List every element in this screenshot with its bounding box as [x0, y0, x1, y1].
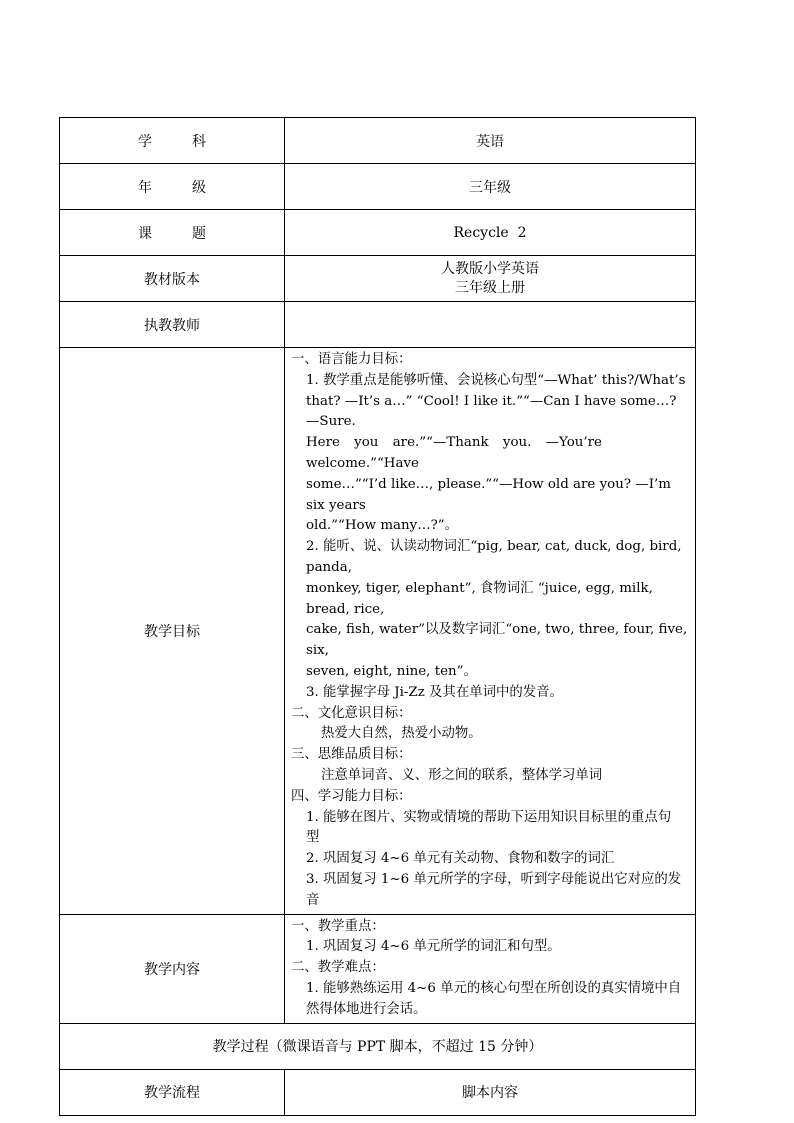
subject-label: 学 科 [60, 118, 285, 164]
objective-line: 3. 能掌握字母 Ji-Zz 及其在单词中的发音。 [306, 684, 563, 700]
objective-line: 注意单词音、义、形之间的联系，整体学习单词 [321, 767, 603, 783]
objective-line: that? —It’s a…” “Cool! I like it.”“—Can I have some…? —Sure. [306, 393, 677, 430]
teacher-label: 执教教师 [60, 302, 285, 348]
flow-row [60, 1069, 696, 1115]
process-header-row [60, 1023, 696, 1069]
content-line: 1. 巩固复习 4~6 单元所学的词汇和句型。 [306, 939, 561, 955]
objective-line: 热爱大自然，热爱小动物。 [321, 726, 482, 742]
textbook-value-line1: 人教版小学英语 [441, 260, 539, 277]
objectives-row [60, 348, 696, 915]
objective-line: 音 [306, 892, 320, 908]
topic-value: Recycle 2 [285, 210, 696, 256]
objective-line: seven, eight, nine, ten”。 [306, 663, 477, 679]
content-content [285, 914, 696, 1023]
objective-line: 二、文化意识目标： [291, 705, 412, 721]
grade-row [60, 164, 696, 210]
grade-value: 三年级 [285, 164, 696, 210]
objective-line: Here you are.”“—Thank you. —You’re welcome.”“Have [306, 435, 602, 471]
flow-value: 脚本内容 [285, 1069, 696, 1115]
objective-line: 一、语言能力目标： [291, 352, 412, 367]
content-row [60, 914, 696, 1023]
objective-line: cake, fish, water”以及数字词汇“one, two, three, four, five, six, [306, 622, 688, 659]
objective-line: 2. 巩固复习 4~6 单元有关动物、食物和数字的词汇 [306, 851, 615, 867]
objective-line: monkey, tiger, elephant”, 食物词汇 “juice, egg, milk, bread, rice, [306, 580, 653, 617]
content-label: 教学内容 [60, 914, 285, 1023]
textbook-row [60, 256, 696, 302]
objectives-content [285, 348, 696, 915]
subject-value: 英语 [285, 118, 696, 164]
topic-label: 课 题 [60, 210, 285, 256]
objective-line: old.”“How many…?”。 [306, 518, 458, 534]
teacher-value [285, 302, 696, 348]
topic-row [60, 210, 696, 256]
objective-line: 1. 能够在图片、实物或情境的帮助下运用知识目标里的重点句 [306, 809, 672, 825]
objective-line: 3. 巩固复习 1~6 单元所学的字母，听到字母能说出它对应的发 [306, 871, 682, 887]
content-line: 然得体地进行会话。 [306, 1001, 427, 1017]
objective-line: 三、思维品质目标： [291, 747, 412, 763]
content-line: 二、教学难点： [291, 960, 385, 976]
objective-line: 四、学习能力目标： [291, 788, 412, 804]
textbook-value [285, 256, 696, 302]
objective-line: 2. 能听、说、认读动物词汇“pig, bear, cat, duck, dog, bird, panda, [306, 539, 682, 575]
grade-label: 年 级 [60, 164, 285, 210]
objective-line: some…”“I’d like…, please.”“—How old are you? —I’m six years [306, 476, 671, 513]
content-line: 1. 能够熟练运用 4~6 单元的核心句型在所创设的真实情境中自 [306, 980, 682, 996]
textbook-value-line2: 三年级上册 [455, 279, 525, 296]
process-header: 教学过程（微课语音与 PPT 脚本，不超过 15 分钟） [60, 1023, 696, 1069]
teacher-row [60, 302, 696, 348]
subject-row [60, 118, 696, 164]
content-line: 一、教学重点： [291, 918, 385, 934]
flow-label: 教学流程 [60, 1069, 285, 1115]
lesson-plan-table [59, 117, 696, 1116]
objective-line: 1. 教学重点是能够听懂、会说核心句型“—What’ this?/What’s [306, 372, 686, 388]
textbook-label: 教材版本 [60, 256, 285, 302]
objectives-label: 教学目标 [60, 348, 285, 915]
objective-line: 型 [306, 830, 320, 846]
